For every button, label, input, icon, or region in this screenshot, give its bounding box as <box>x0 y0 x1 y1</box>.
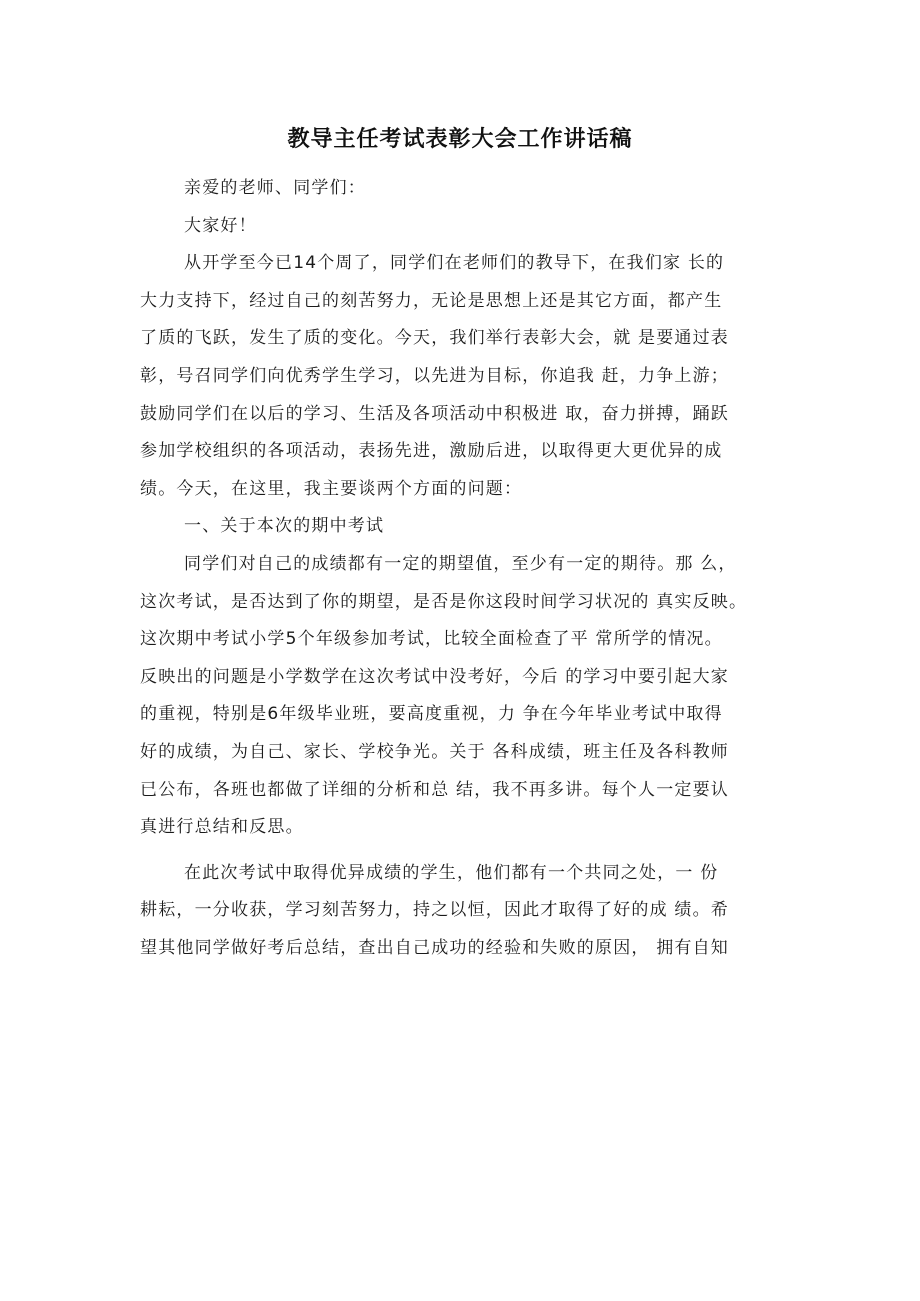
paragraph-2-line: 已公布，各班也都做了详细的分析和总 结，我不再多讲。每个人一定要认 <box>140 779 730 800</box>
paragraph-2-line: 这次期中考试小学5个年级参加考试，比较全面检查了平 常所学的情况。 <box>140 629 723 650</box>
paragraph-1-line: 参加学校组织的各项活动，表扬先进，激励后进，以取得更大更优异的成 <box>140 441 723 462</box>
paragraph-2-line: 好的成绩，为自己、家长、学校争光。关于 各科成绩，班主任及各科教师 <box>140 741 730 762</box>
paragraph-1-line: 大力支持下，经过自己的刻苦努力，无论是思想上还是其它方面，都产生 <box>140 290 723 311</box>
paragraph-3-line: 耕耘，一分收获，学习刻苦努力，持之以恒，因此才取得了好的成 绩。希 <box>140 900 730 921</box>
salutation: 亲爱的老师、同学们： <box>184 178 366 198</box>
paragraph-1-line: 从开学至今已14个周了，同学们在老师们的教导下，在我们家 长的 <box>184 253 725 274</box>
paragraph-3-line: 望其他同学做好考后总结，查出自己成功的经验和失败的原因， 拥有自知 <box>140 937 730 958</box>
section-heading: 一、关于本次的期中考试 <box>184 516 385 537</box>
paragraph-1-line: 彰，号召同学们向优秀学生学习，以先进为目标，你追我 赶，力争上游； <box>140 365 730 386</box>
paragraph-3-line: 在此次考试中取得优异成绩的学生，他们都有一个共同之处，一 份 <box>184 862 719 883</box>
paragraph-gap <box>140 847 790 855</box>
paragraph-1-line: 鼓励同学们在以后的学习、生活及各项活动中积极进 取，奋力拼搏，踊跃 <box>140 403 730 424</box>
document-body <box>140 170 790 967</box>
paragraph-2-line: 这次考试，是否达到了你的期望，是否是你这段时间学习状况的 真实反映。 <box>140 591 748 612</box>
paragraph-2-line: 同学们对自己的成绩都有一定的期望值，至少有一定的期待。那 么， <box>184 553 737 574</box>
paragraph-2-line: 的重视，特别是6年级毕业班，要高度重视，力 争在今年毕业考试中取得 <box>140 704 723 725</box>
paragraph-1-line: 了质的飞跃，发生了质的变化。今天，我们举行表彰大会，就 是要通过表 <box>140 328 730 349</box>
paragraph-2-line: 真进行总结和反思。 <box>140 817 304 838</box>
paragraph-1-line: 绩。今天，在这里，我主要谈两个方面的问题： <box>140 478 523 499</box>
greeting: 大家好！ <box>184 215 257 236</box>
paragraph-2-line: 反映出的问题是小学数学在这次考试中没考好，今后 的学习中要引起大家 <box>140 666 730 687</box>
document-title: 教导主任考试表彰大会工作讲话稿 <box>287 127 633 152</box>
